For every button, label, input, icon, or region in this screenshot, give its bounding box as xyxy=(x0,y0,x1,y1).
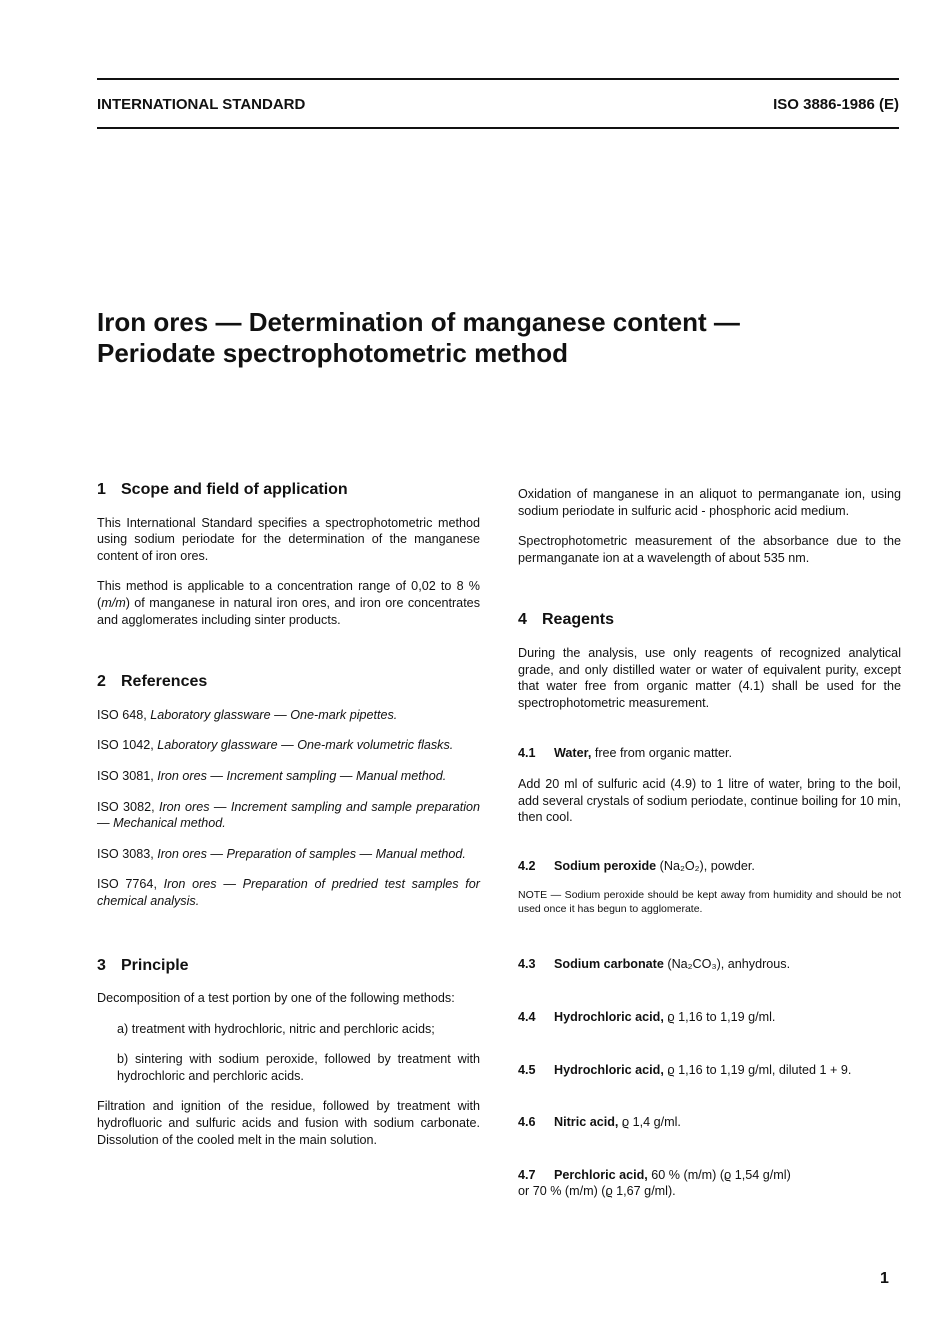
page-header xyxy=(97,96,899,113)
reference-item: ISO 3083, Iron ores — Preparation of samples — Manual method. xyxy=(97,846,466,861)
principle-methods-list xyxy=(97,1021,480,1085)
reference-item: ISO 3082, Iron ores — Increment sampling and sample preparation — Mechanical method. xyxy=(97,799,480,831)
title-line-1: Iron ores — Determination of manganese content — xyxy=(97,307,740,337)
section-2-title: References xyxy=(121,673,208,691)
section-1-heading xyxy=(97,482,480,499)
method-a: a) treatment with hydrochloric, nitric and perchloric acids; xyxy=(117,1021,435,1036)
document-title xyxy=(97,307,897,369)
reagent-4-1: 4.1 Water, free from organic matter. xyxy=(518,746,733,761)
reagent-4-2-note: NOTE — Sodium peroxide should be kept away from humidity and should be not used once it has begun to agglomerate. xyxy=(518,889,901,916)
reagent-4-5: 4.5 Hydrochloric acid, ϱ 1,16 to 1,19 g/ml, diluted 1 + 9. xyxy=(518,1062,852,1077)
header-rule xyxy=(97,127,899,129)
section-3-number: 3 xyxy=(97,956,106,974)
section-3-paragraph-3: Oxidation of manganese in an aliquot to permanganate ion, using sodium periodate in sulfuric acid - phosphoric acid medium. xyxy=(518,487,901,518)
reagent-4-2: 4.2 Sodium peroxide (Na₂O₂), powder. xyxy=(518,858,755,873)
references-list xyxy=(97,707,480,910)
page-number: 1 xyxy=(880,1270,889,1287)
reference-item: ISO 648, Laboratory glassware — One-mark pipettes. xyxy=(97,707,398,722)
reagent-4-1-paragraph: Add 20 ml of sulfuric acid (4.9) to 1 litre of water, bring to the boil, add several crystals of sodium periodate, continue boiling for 10 min, then cool. xyxy=(518,776,901,825)
reference-item: ISO 3081, Iron ores — Increment sampling — Manual method. xyxy=(97,768,447,783)
section-3-paragraph-4: Spectrophotometric measurement of the absorbance due to the permanganate ion at a wavelength of about 535 nm. xyxy=(518,534,901,565)
title-line-2: Periodate spectrophotometric method xyxy=(97,338,568,368)
section-1-number: 1 xyxy=(97,481,106,498)
header-standard-label: INTERNATIONAL STANDARD xyxy=(97,96,306,113)
method-b: b) sintering with sodium peroxide, followed by treatment with hydrochloric and perchloric acids. xyxy=(117,1052,480,1083)
right-column xyxy=(518,482,901,1214)
top-rule xyxy=(97,78,899,80)
section-4-number: 4 xyxy=(518,611,527,629)
section-3-paragraph-1: Decomposition of a test portion by one of the following methods: xyxy=(97,991,455,1006)
section-3-heading xyxy=(97,958,480,975)
section-3-paragraph-2: Filtration and ignition of the residue, followed by treatment with hydrofluoric and sulfuric acids and fusion with sodium carbonate. Dissolution of the cooled melt in the main solution. xyxy=(97,1099,480,1147)
left-column xyxy=(97,482,480,1162)
reagent-4-3: 4.3 Sodium carbonate (Na₂CO₃), anhydrous. xyxy=(518,957,791,972)
section-1-title: Scope and field of application xyxy=(121,481,348,498)
section-1-paragraph-2: This method is applicable to a concentration range of 0,02 to 8 % (m/m) of manganese in natural iron ores, and iron ore concentrates and agglomerates including sinter products. xyxy=(97,579,480,627)
header-standard-number: ISO 3886-1986 (E) xyxy=(773,96,899,113)
section-1-paragraph-1: This International Standard specifies a spectrophotometric method using sodium periodate for the determination of the manganese content of iron ores. xyxy=(97,515,480,563)
section-2-number: 2 xyxy=(97,673,106,691)
reagent-4-6: 4.6 Nitric acid, ϱ 1,4 g/ml. xyxy=(518,1115,681,1130)
section-3-title: Principle xyxy=(121,956,189,974)
reference-item: ISO 1042, Laboratory glassware — One-mark volumetric flasks. xyxy=(97,738,454,753)
section-2-heading xyxy=(97,674,480,691)
reagent-4-7: 4.7 Perchloric acid, 60 % (m/m) (ϱ 1,54 g/ml) or 70 % (m/m) (ϱ 1,67 g/ml). xyxy=(518,1167,791,1199)
section-4-paragraph-1: During the analysis, use only reagents of recognized analytical grade, and only distilled water or water of equivalent purity, except that water free from organic matter (4.1) shall be used for the spectrophotometric measurement. xyxy=(518,645,901,710)
section-4-heading xyxy=(518,612,901,629)
reagent-4-4: 4.4 Hydrochloric acid, ϱ 1,16 to 1,19 g/ml. xyxy=(518,1009,776,1024)
section-4-title: Reagents xyxy=(542,611,615,629)
reference-item: ISO 7764, Iron ores — Preparation of predried test samples for chemical analysis. xyxy=(97,877,480,908)
